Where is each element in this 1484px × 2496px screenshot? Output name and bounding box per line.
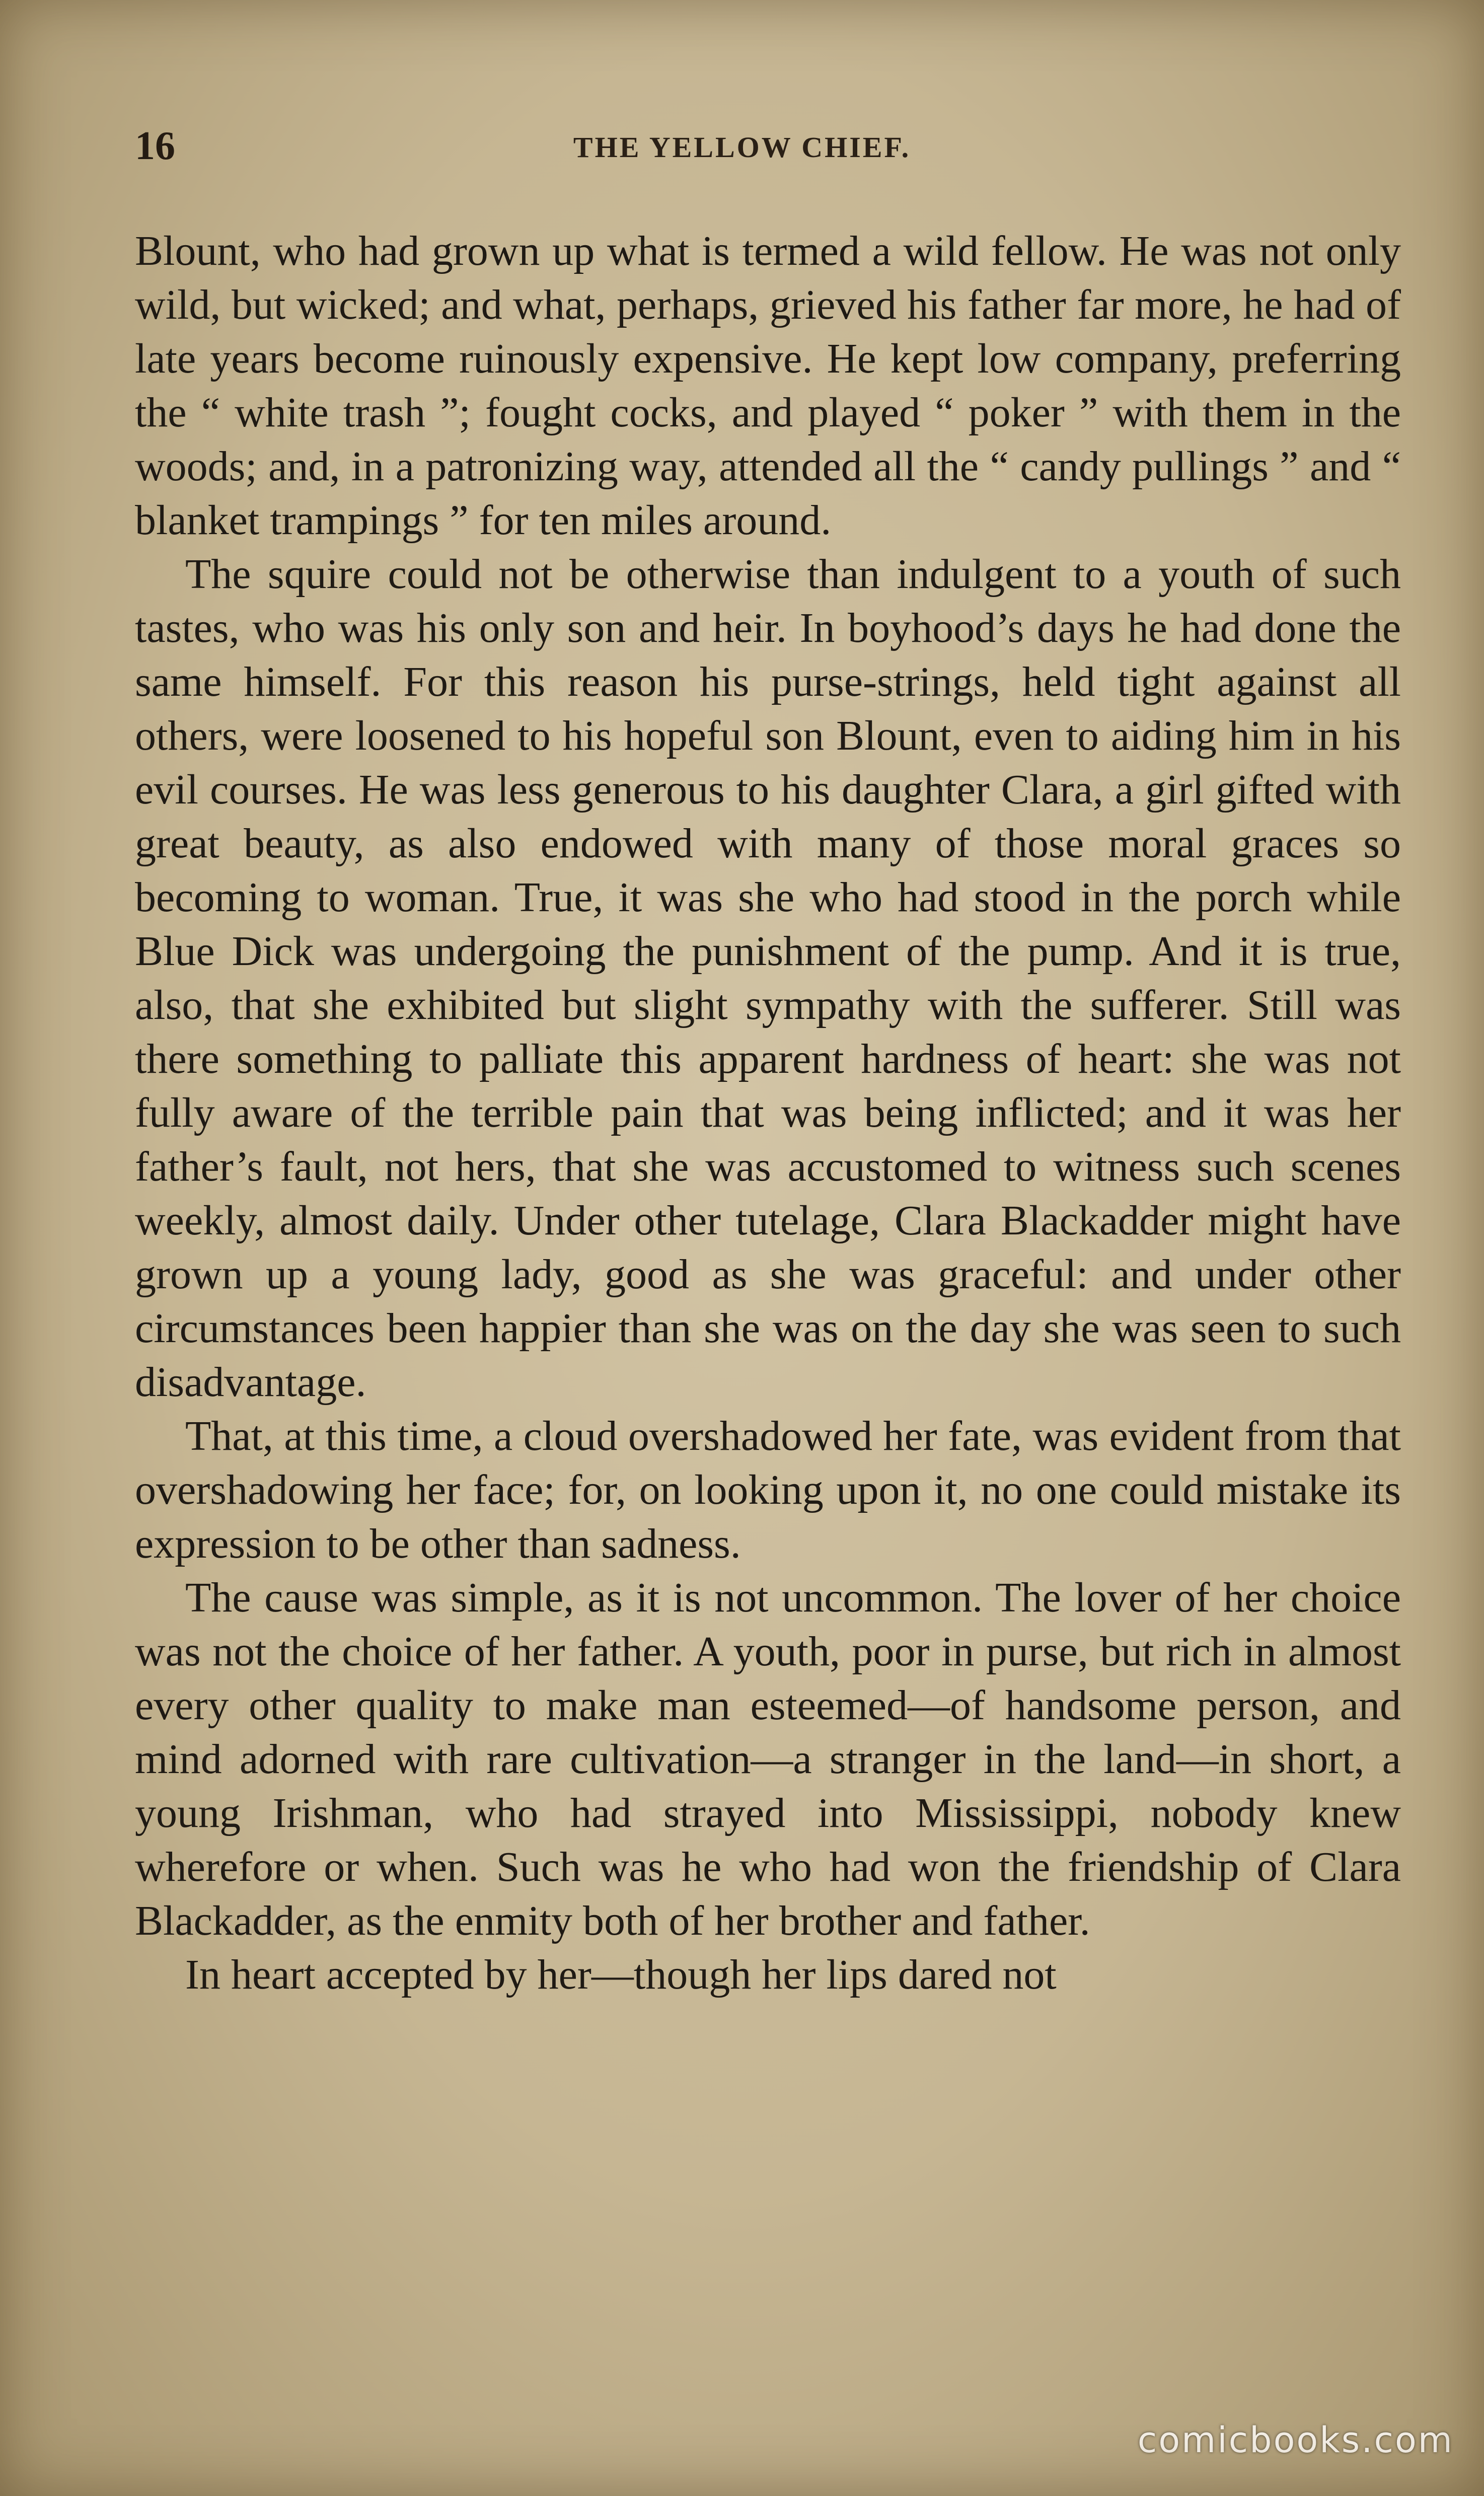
paragraph: In heart accepted by her—though her lips dared not [185, 1951, 1057, 1998]
watermark: comicbooks.com [1137, 2419, 1454, 2461]
paragraph: The squire could not be otherwise than indulgent to a youth of such tastes, who was his only son and heir. In boyhood’s days he had done the same himself. For this reason his purse-strings, held tight against all others, were loosened to his hopeful son Blount, even to aiding him in his evil courses. He was less generous to his daughter Clara, a girl gifted with great beauty, as also endowed with many of those moral graces so becoming to woman. True, it was she who had stood in the porch while Blue Dick was undergoing the punishment of the pump. And it is true, also, that she exhibited but slight sympathy with the sufferer. Still was there something to palliate this apparent hardness of heart: she was not fully aware of the terrible pain that was being inflicted; and it was her father’s fault, not hers, that she was accustomed to witness such scenes weekly, almost daily. Under other tutelage, Clara Blackadder might have grown up a young lady, good as she was graceful: and under other circumstances been happier than she was on the day she was seen to such disadvantage. [135, 551, 1401, 1406]
paragraph: That, at this time, a cloud overshadowed her fate, was evident from that overshadowing her face; for, on looking upon it, no one could mistake its expression to be other than sadness. [135, 1413, 1401, 1567]
running-title: THE YELLOW CHIEF. [573, 131, 911, 164]
page-number: 16 [135, 124, 175, 168]
page-header [0, 123, 1484, 179]
body-text [135, 224, 1401, 2002]
paragraph: The cause was simple, as it is not uncommon. The lover of her choice was not the choice of her father. A youth, poor in purse, but rich in almost every other quality to make man esteemed—of handsome person, and mind adorned with rare cultivation—a stranger in the land—in short, a young Irishman, who had strayed into Mississippi, nobody knew wherefore or when. Such was he who had won the friendship of Clara Blackadder, as the enmity both of her brother and father. [135, 1574, 1401, 1944]
paragraph: Blount, who had grown up what is termed a wild fellow. He was not only wild, but wicked; and what, perhaps, grieved his father far more, he had of late years become ruinously expensive. He kept low company, preferring the “ white trash ”; fought cocks, and played “ poker ” with them in the woods; and, in a patronizing way, attended all the “ candy pullings ” and “ blanket trampings ” for ten miles around. [135, 228, 1401, 544]
